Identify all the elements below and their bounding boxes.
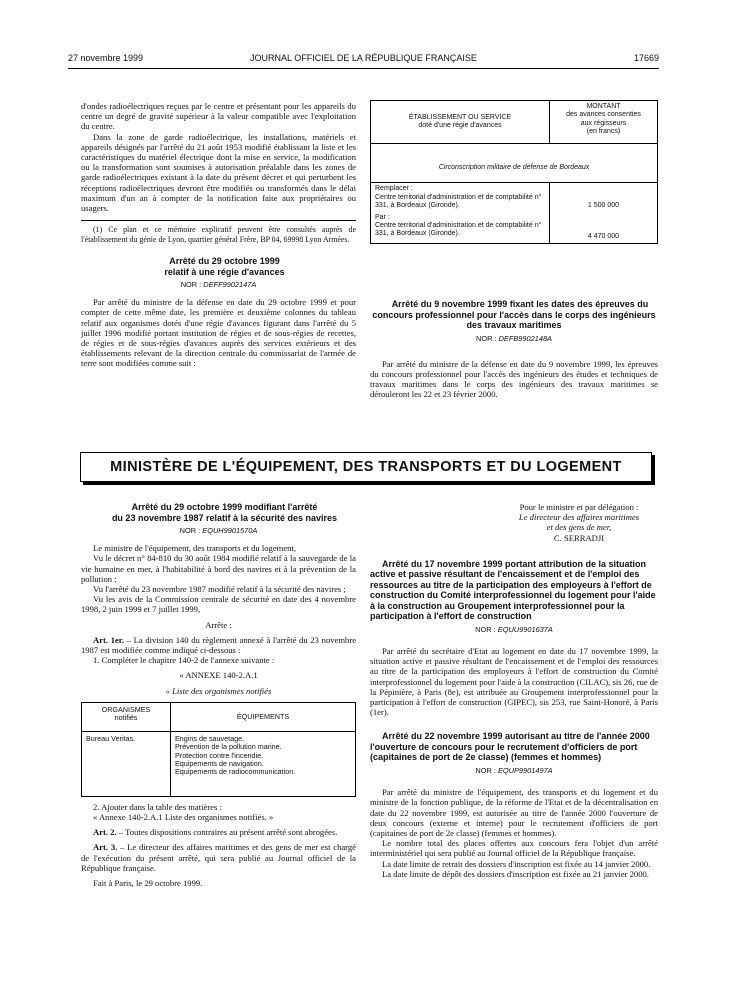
paragraph: Dans la zone de garde radioélectrique, les installations, matériels et appareils désignés par l'arrêté du 21 août 1953 modifié établissant la liste et les caractéristiques du matériel électrique dont la mise en service, la modification ou la transformation sont soumises à autorisation préalable dans les zones de garde radioélectriques existant à la date du présent décret et qui perturbent les réceptions radioélectriques devront être modifiés ou transformés dans le délai maximum d'un an à compter de la notification faite aux propriétaires ou usagers. [81, 131, 356, 214]
list-item: Prévention de la pollution marine. [175, 742, 282, 752]
paragraph: Par arrêté du ministre de la défense en date du 9 novembre 1999, les épreuves du concours professionnel pour l'accès des ingénieurs des études et techniques de travaux maritimes dans le corps des ingénieurs des travaux maritimes se dérouleront les 22 et 23 février 2000. [370, 358, 658, 400]
organismes-table [81, 702, 356, 797]
list-item: Engins de sauvetage. [175, 733, 245, 743]
paragraph: d'ondes radioélectriques reçues par le centre et présentant pour les appareils du centre un degré de gravité supérieur à la valeur compatible avec l'exploitation du centre. [81, 101, 356, 132]
table-header-cell: ÉQUIPEMENTS [171, 702, 356, 731]
paragraph: Par arrêté du secrétaire d'Etat au logement en date du 17 novembre 1999, la situation active et passive résultant de l'encaissement et de l'emploi des ressources au titre de la participation des employeurs à l'effort de construction du Comité interprofessionnel du logement pour l'aide à la construction (CILAC), sis 26, rue de la Pépinière, à Paris (8e), est attribuée au Groupement interprofessionnel pour la participation à l'effort de construction (GIPEC), sis 253, rue Saint-Honoré, à Paris (1er). [370, 646, 658, 718]
table-header-cell: MONTANT des avances consenties aux régisseurs (en francs) [550, 101, 658, 144]
nor-reference: NOR : EQUP9901497A [475, 765, 553, 775]
page-header [68, 53, 659, 67]
paragraph: Le ministre de l'équipement, des transports et du logement, [93, 543, 296, 554]
paragraph: Vu le décret n° 84-810 du 30 août 1984 modifié relatif à la sauvegarde de la vie humaine en mer, à l'habitabilité à bord des navires et à la prévention de la pollution ; [81, 553, 356, 584]
nor-reference: NOR : EQUU9901637A [475, 624, 553, 634]
header-journal-title: JOURNAL OFFICIEL DE LA RÉPUBLIQUE FRANÇAISE [250, 53, 477, 63]
paragraph: Vu l'arrêté du 23 novembre 1987 modifié relatif à la sécurité des navires ; [93, 584, 346, 595]
article-title: Arrêté du 22 novembre 1999 autorisant au titre de l'année 2000 l'ouverture de concours pour le recrutement d'officiers de port (capitaines de port de 2e classe) (femmes et hommes) [370, 731, 650, 763]
paragraph: « Annexe 140-2.A.1 Liste des organismes notifiés. » [93, 812, 274, 823]
paragraph: Vu les avis de la Commission centrale de sécurité en date des 4 novembre 1998, 2 juin 1999 et 7 juillet 1999, [81, 594, 356, 615]
nor-reference: NOR : DEFF9902147A [180, 280, 257, 290]
paragraph: Art. 1er. – La division 140 du règlement annexé à l'arrêté du 23 novembre 1987 est modifiée comme indiqué ci-dessous : [81, 634, 357, 656]
right-column-bottom [370, 502, 658, 879]
list-item: Equipements de navigation. [175, 759, 264, 769]
liste-heading: « Liste des organismes notifiés [165, 685, 272, 696]
paragraph: Art. 3. – Le directeur des affaires maritimes et des gens de mer est chargé de l'exécution du présent arrêté, qui sera publié au Journal officiel de la République française. [81, 842, 356, 873]
paragraph: Art. 2. – Toutes dispositions contraires au présent arrêté sont abrogées. [93, 827, 338, 838]
table-section-row: Circonscription militaire de défense de Bordeaux [371, 144, 658, 183]
footnote-rule [81, 220, 356, 221]
table-header-cell: ORGANISMES notifiés [82, 702, 171, 731]
table-cell: Remplacer : Centre territorial d'administration et de comptabilité n° 331, à Bordeaux (Gironde). Par : Centre territorial d'administration et de comptabilité n° 331, à Bordeaux (Gironde). [371, 183, 550, 244]
paragraph: La date limite de retrait des dossiers d'inscription est fixée au 14 janvier 2000. [382, 858, 651, 869]
list-item: Protection contre l'incendie. [175, 750, 264, 760]
article-title: Arrêté du 9 novembre 1999 fixant les dates des épreuves du concours professionnel pour l'accès dans le corps des ingénieurs des travaux maritimes [372, 299, 656, 330]
article-title: du 23 novembre 1987 relatif à la sécurité des navires [111, 512, 338, 523]
table-header-cell: ÉTABLISSEMENT OU SERVICE doté d'une régie d'avances [371, 101, 550, 144]
paragraph: Par arrêté du ministre de l'équipement, des transports et du logement et du ministre de la fonction publique, de la réforme de l'Etat et de la décentralisation en date du 22 novembre 1999, est autorisée au titre de l'année 2000 l'ouverture de deux concours (externe et interne) pour le recrutement d'officiers de port (capitaines de port de 2e classe) (femmes et hommes). [370, 787, 658, 838]
paragraph: Le nombre total des places offertes aux concours fera l'objet d'un arrêté interministériel qui sera publié au Journal officiel de la République française. [370, 838, 658, 859]
article-title: Arrêté du 29 octobre 1999 modifiant l'arrêté [131, 502, 318, 512]
nor-reference: NOR : DEFB9902148A [475, 333, 552, 343]
nor-reference: NOR : EQUH9901570A [179, 526, 258, 535]
paragraph: La date limite de dépôt des dossiers d'inscription est fixée au 21 janvier 2000. [382, 868, 649, 879]
article-title: Arrêté du 29 octobre 1999 [169, 256, 280, 267]
annexe-heading: « ANNEXE 140-2.A.1 [179, 670, 258, 681]
table-cell [171, 731, 356, 796]
paragraph: Par arrêté du ministre de la défense en date du 29 octobre 1999 et pour compter de cette même date, les première et deuxième colonnes du tableau relatif aux organismes dotés d'une régie d'avances figurant dans l'arrêté du 5 juillet 1996 modifié portant institution de régies et de sous-régies de recettes, de régies et de sous-régies d'avances auprès des services extérieurs et des établissements relevant de la direction centrale du commissariat de l'armée de terre sont modifiées comme suit : [81, 297, 356, 369]
right-column-top [370, 299, 658, 400]
paragraph: 2. Ajouter dans la table des matières : [93, 801, 222, 812]
ministry-banner: MINISTÈRE DE L'ÉQUIPEMENT, DES TRANSPORTS ET DU LOGEMENT [80, 452, 652, 482]
article-title: Arrêté du 17 novembre 1999 portant attribution de la situation active et passive résultant de l'encaissement et de l'emploi des ressources au titre de la participation des employeurs à l'effort de construction du Comité interprofessionnel du logement pour l'aide à la construction au Groupement interprofessionnel pour la participation à l'effort de construction [370, 558, 656, 622]
header-date: 27 novembre 1999 [68, 53, 144, 63]
left-column-bottom [81, 502, 356, 888]
table-cell: Bureau Veritas. [82, 731, 171, 796]
signature-block: Pour le ministre et par délégation : Le directeur des affaires maritimes et des gens de mer, C. SERRADJI [518, 502, 640, 543]
arrete-heading: Arrête : [205, 619, 232, 630]
header-rule [68, 68, 659, 69]
footnote: (1) Ce plan et ce mémoire explicatif peuvent être consultés auprès de l'établissement du génie de Lyon, quartier général Frère, BP 04, 69998 Lyon Armées. [81, 225, 356, 244]
header-page-number: 17669 [633, 53, 659, 63]
left-column-top [81, 101, 356, 369]
table-cell: 1 500 000 4 470 000 [550, 183, 658, 244]
article-title: relatif à une régie d'avances [164, 266, 285, 277]
paragraph: 1. Compléter le chapitre 140-2 de l'annexe suivante : [93, 655, 275, 666]
paragraph: Fait à Paris, le 29 octobre 1999. [93, 878, 203, 889]
regie-table [370, 100, 658, 244]
list-item: Equipements de radiocommunication. [175, 767, 296, 777]
